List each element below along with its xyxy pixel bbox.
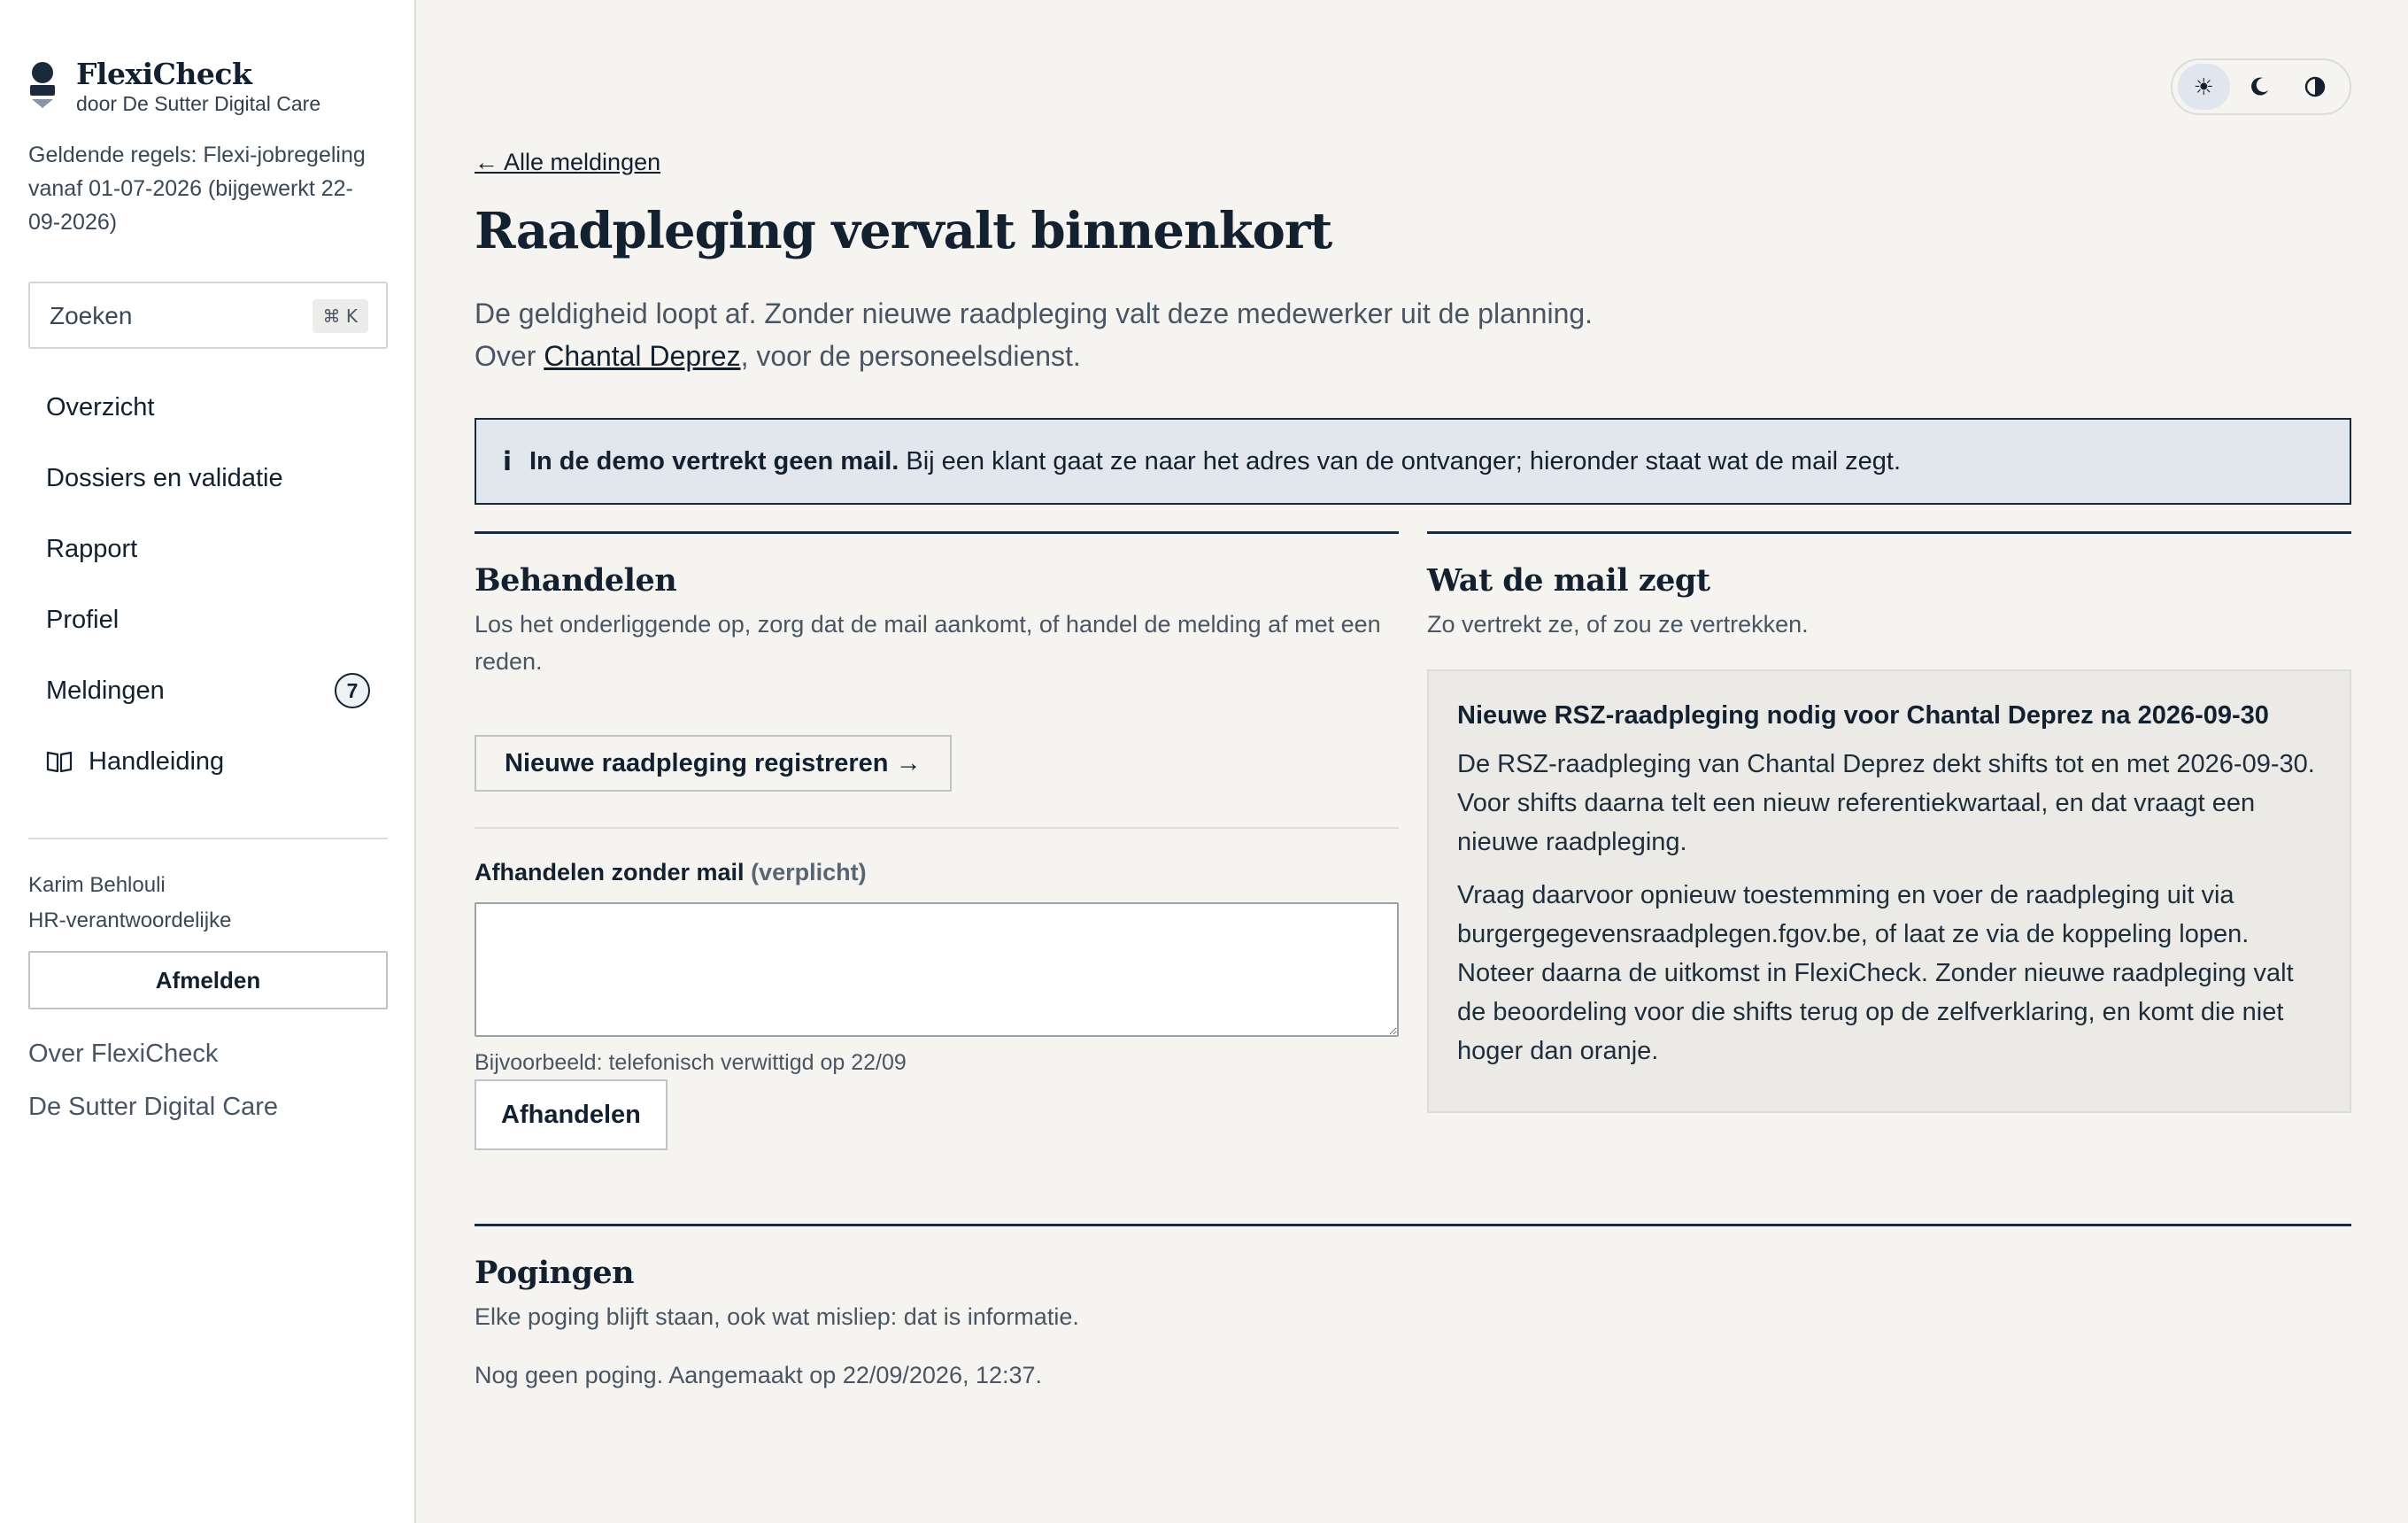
sidebar-divider bbox=[28, 838, 388, 839]
mail-heading: Wat de mail zegt bbox=[1427, 562, 1710, 599]
sidebar-nav bbox=[28, 372, 388, 797]
sidebar-item-label: Overzicht bbox=[46, 392, 155, 421]
person-link[interactable]: Chantal Deprez bbox=[544, 340, 741, 372]
company-link[interactable]: De Sutter Digital Care bbox=[28, 1093, 279, 1121]
subtitle-line: De geldigheid loopt af. Zonder nieuwe raadpleging valt deze medewerker uit de planning. bbox=[475, 298, 1594, 329]
moon-icon[interactable] bbox=[2234, 64, 2286, 110]
section-rule bbox=[1427, 531, 2351, 534]
field-label bbox=[475, 859, 1399, 886]
attempts-heading: Pogingen bbox=[475, 1255, 635, 1291]
sidebar-item-dossiers[interactable] bbox=[28, 443, 388, 514]
sidebar-item-label: Profiel bbox=[46, 605, 120, 634]
mail-paragraph: De RSZ-raadpleging van Chantal Deprez dekt shifts tot en met 2026-09-30. Voor shifts daarna telt een nieuw referentiekwartaal, en dat vraagt een nieuwe raadpleging. bbox=[1457, 750, 2315, 856]
handle-section bbox=[475, 531, 1399, 1150]
subtitle-suffix: , voor de personeelsdienst. bbox=[740, 340, 1081, 372]
theme-switch bbox=[2171, 58, 2351, 115]
mail-description: Zo vertrekt ze, of zou ze vertrekken. bbox=[1427, 611, 1809, 638]
rules-note: Geldende regels: Flexi-jobregeling vanaf 01-07-2026 (bijgewerkt 22-09-2026) bbox=[28, 143, 366, 235]
section-rule bbox=[475, 1224, 2351, 1226]
demo-notice bbox=[475, 418, 2351, 505]
book-icon bbox=[46, 750, 73, 773]
close-notification-button[interactable]: Afhandelen bbox=[475, 1079, 668, 1150]
user-info bbox=[28, 868, 231, 939]
register-consultation-button[interactable]: Nieuwe raadpleging registreren → bbox=[475, 735, 952, 792]
logout-button[interactable]: Afmelden bbox=[28, 951, 388, 1009]
sidebar-item-label: Rapport bbox=[46, 534, 138, 563]
brand[interactable] bbox=[28, 57, 320, 115]
search-shortcut: ⌘ K bbox=[313, 299, 368, 333]
notice-bold: In de demo vertrekt geen mail. bbox=[529, 446, 899, 475]
section-rule bbox=[475, 531, 1399, 534]
mail-section bbox=[1427, 531, 2351, 1113]
handle-description: Los het onderliggende op, zorg dat de mail aankomt, of handel de melding af met een reden. bbox=[475, 611, 1381, 675]
subtitle-about bbox=[475, 335, 2157, 377]
sidebar-item-label: Dossiers en validatie bbox=[46, 463, 283, 492]
handle-heading: Behandelen bbox=[475, 562, 677, 599]
field-hint: Bijvoorbeeld: telefonisch verwittigd op 22/09 bbox=[475, 1050, 907, 1075]
sidebar-item-manual[interactable] bbox=[28, 726, 388, 797]
attempts-description: Elke poging blijft staan, ook wat misliep: dat is informatie. bbox=[475, 1303, 1079, 1330]
app-name: FlexiCheck bbox=[76, 57, 252, 91]
sidebar-item-notifications[interactable] bbox=[28, 655, 388, 726]
notifications-count-badge: 7 bbox=[335, 673, 370, 708]
logo-icon bbox=[28, 57, 58, 110]
sidebar-item-label: Handleiding bbox=[89, 746, 225, 776]
mail-subject: Nieuwe RSZ-raadpleging nodig voor Chantal Deprez na 2026-09-30 bbox=[1457, 701, 2269, 730]
app-byline: door De Sutter Digital Care bbox=[76, 92, 321, 115]
search-box[interactable] bbox=[28, 282, 388, 349]
info-icon: i bbox=[503, 446, 512, 476]
sidebar-item-profile[interactable] bbox=[28, 584, 388, 655]
sidebar-item-overview[interactable] bbox=[28, 372, 388, 443]
back-link[interactable]: ← Alle meldingen bbox=[475, 149, 661, 175]
sidebar bbox=[0, 0, 416, 1523]
page-title: Raadpleging vervalt binnenkort bbox=[475, 202, 1332, 260]
user-role: HR-verantwoordelijke bbox=[28, 908, 232, 932]
search-input[interactable] bbox=[48, 296, 317, 336]
sidebar-item-label: Meldingen bbox=[46, 676, 165, 705]
close-reason-textarea[interactable] bbox=[475, 902, 1399, 1037]
subtitle-prefix: Over bbox=[475, 340, 544, 372]
user-name: Karim Behlouli bbox=[28, 873, 166, 897]
mail-paragraph: Vraag daarvoor opnieuw toestemming en voer de raadpleging uit via burgergegevensraadplegen.fgov.be, of laat ze via de koppeling lopen. Noteer daarna de uitkomst in FlexiCheck. Zonder nieuwe raadpleging valt de beoordeling voor die shifts terug op de zelfverklaring, en komt die niet hoger dan oranje. bbox=[1457, 881, 2294, 1065]
notice-text: Bij een klant gaat ze naar het adres van de ontvanger; hieronder staat wat de mail zegt. bbox=[906, 446, 1902, 475]
attempts-empty-state: Nog geen poging. Aangemaakt op 22/09/2026, 12:37. bbox=[475, 1362, 1043, 1388]
about-link[interactable]: Over FlexiCheck bbox=[28, 1040, 219, 1068]
field-required: (verplicht) bbox=[751, 859, 867, 885]
divider bbox=[475, 827, 1399, 829]
contrast-icon[interactable] bbox=[2288, 64, 2341, 110]
mail-preview bbox=[1427, 669, 2351, 1113]
sidebar-item-report[interactable] bbox=[28, 514, 388, 584]
page-subtitle bbox=[475, 292, 2157, 377]
field-label-text: Afhandelen zonder mail bbox=[475, 859, 745, 885]
attempts-section bbox=[475, 1224, 2351, 1389]
sun-icon[interactable]: ☀ bbox=[2178, 64, 2230, 110]
